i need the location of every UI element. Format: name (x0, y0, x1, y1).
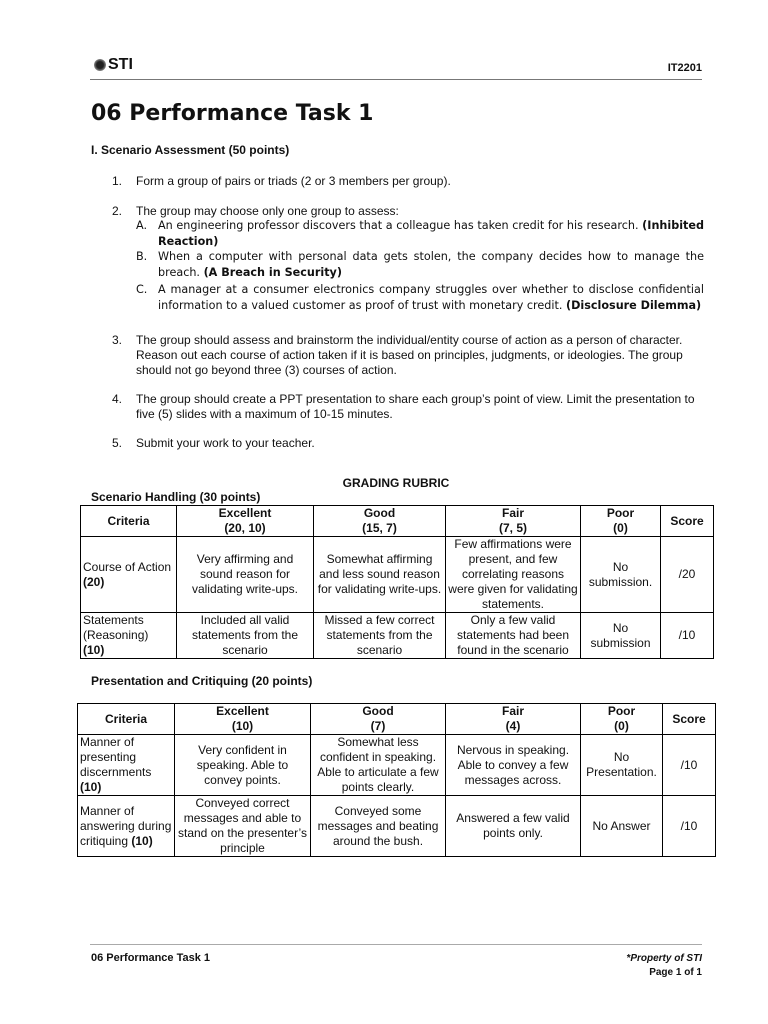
item-text: Form a group of pairs or triads (2 or 3 members per group). (136, 174, 451, 188)
excellent-cell: Included all valid statements from the scenario (177, 613, 314, 659)
footer-title: 06 Performance Task 1 (91, 952, 211, 964)
table-row (78, 735, 716, 796)
scenario-text: An engineering professor discovers that a colleague has taken credit for his research. (158, 219, 639, 232)
score-cell: /10 (663, 735, 716, 796)
header-cell-score: Score (661, 506, 714, 537)
header-cell-good: Good (7) (311, 704, 446, 735)
item-number: 1. (112, 174, 123, 188)
table-row (78, 796, 716, 857)
criteria-cell: Course of Action (20) (81, 537, 177, 613)
item-text: The group should assess and brainstorm the individual/entity course of action as a person of character. Reason out each course of action taken if it is based on principles, judgments, or ideologies. The group should not go beyond three (3) courses of action. (136, 333, 683, 377)
fair-cell: Answered a few valid points only. (446, 796, 581, 857)
item-number: 4. (112, 392, 123, 406)
criteria-cell: Manner of answering during critiquing (10) (78, 796, 175, 857)
fair-cell: Few affirmations were present, and few correlating reasons were given for validating statements. (446, 537, 581, 613)
good-cell: Somewhat less confident in speaking. Able to articulate a few points clearly. (311, 735, 446, 796)
header-cell-poor: Poor (0) (581, 704, 663, 735)
header-cell-fair: Fair (7, 5) (446, 506, 581, 537)
list-item (112, 204, 704, 219)
item-number: 3. (112, 333, 123, 347)
globe-icon (94, 59, 106, 71)
rubric-title: GRADING RUBRIC (342, 476, 450, 490)
header-cell-excellent: Excellent (20, 10) (177, 506, 314, 537)
table-header-row (81, 506, 714, 537)
logo-text: STI (108, 56, 133, 73)
scenario-text: A manager at a consumer electronics company struggles over whether to disclose confidential information to a valued customer as proof of trust with monetary credit. (158, 283, 704, 312)
scenario-item (136, 249, 704, 281)
item-text: The group should create a PPT presentation to share each group’s point of view. Limit the presentation to five (5) slides with a maximum of 10-15 minutes. (136, 392, 695, 421)
criteria-cell: Manner of presenting discernments (10) (78, 735, 175, 796)
poor-cell: No Answer (581, 796, 663, 857)
header-cell-excellent: Excellent (10) (175, 704, 311, 735)
scenario-text: When a computer with personal data gets stolen, the company decides how to manage the breach. (158, 250, 704, 279)
table-row (81, 613, 714, 659)
item-text: The group may choose only one group to assess: (136, 204, 399, 218)
item-number: 2. (112, 204, 123, 218)
scenario-letter: B. (136, 250, 148, 263)
scenario-item (136, 218, 704, 250)
sti-logo (94, 56, 133, 74)
table-label: Presentation and Critiquing (20 points) (91, 674, 313, 688)
good-cell: Conveyed some messages and beating around the bush. (311, 796, 446, 857)
fair-cell: Only a few valid statements had been found in the scenario (446, 613, 581, 659)
page-number: Page 1 of 1 (649, 967, 702, 978)
section-heading: I. Scenario Assessment (50 points) (91, 143, 290, 157)
footer-divider (90, 944, 702, 945)
item-text: Submit your work to your teacher. (136, 436, 315, 450)
score-cell: /20 (661, 537, 714, 613)
score-cell: /10 (661, 613, 714, 659)
scenario-tag: (Disclosure Dilemma) (565, 299, 702, 312)
excellent-cell: Very confident in speaking. Able to convey points. (175, 735, 311, 796)
excellent-cell: Conveyed correct messages and able to stand on the presenter’s principle (175, 796, 311, 857)
header-divider (90, 79, 702, 80)
list-item (112, 174, 704, 189)
scenario-item (136, 282, 704, 314)
scenario-letter: A. (136, 219, 148, 232)
item-number: 5. (112, 436, 123, 450)
header-cell-fair: Fair (4) (446, 704, 581, 735)
good-cell: Somewhat affirming and less sound reason for validating write-ups. (314, 537, 446, 613)
scenario-tag: (Inhibited Reaction) (158, 219, 704, 248)
header-cell-good: Good (15, 7) (314, 506, 446, 537)
poor-cell: No submission (581, 613, 661, 659)
criteria-cell: Statements (Reasoning) (10) (81, 613, 177, 659)
table-row (81, 537, 714, 613)
list-item (112, 392, 704, 422)
fair-cell: Nervous in speaking. Able to convey a few messages across. (446, 735, 581, 796)
poor-cell: No submission. (581, 537, 661, 613)
scenario-handling-table (80, 505, 714, 659)
property-notice: *Property of STI (626, 953, 702, 964)
header-cell-score: Score (663, 704, 716, 735)
header-cell-criteria: Criteria (81, 506, 177, 537)
table-label: Scenario Handling (30 points) (91, 490, 261, 504)
excellent-cell: Very affirming and sound reason for validating write-ups. (177, 537, 314, 613)
list-item (112, 436, 704, 451)
scenario-letter: C. (136, 283, 148, 296)
course-code: IT2201 (667, 62, 702, 74)
presentation-critiquing-table (77, 703, 716, 857)
header-cell-poor: Poor (0) (581, 506, 661, 537)
list-item (112, 333, 704, 378)
good-cell: Missed a few correct statements from the scenario (314, 613, 446, 659)
scenario-tag: (A Breach in Security) (203, 266, 342, 279)
page-title: 06 Performance Task 1 (91, 101, 374, 126)
score-cell: /10 (663, 796, 716, 857)
header-cell-criteria: Criteria (78, 704, 175, 735)
table-header-row (78, 704, 716, 735)
footer-info (626, 952, 702, 980)
poor-cell: No Presentation. (581, 735, 663, 796)
